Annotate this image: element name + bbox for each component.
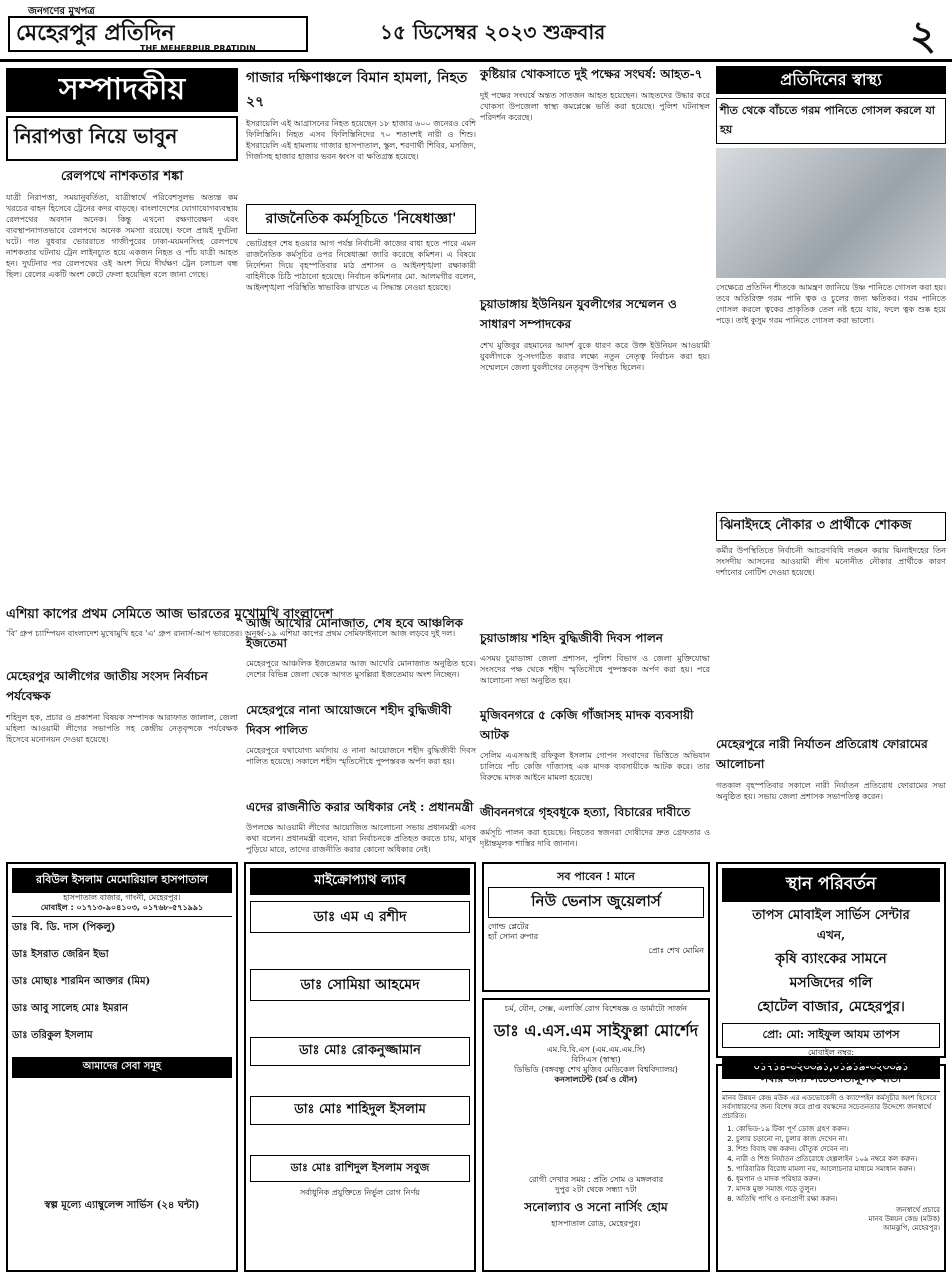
women-forum-story xyxy=(716,736,946,856)
asia-cup-body: 'বি' গ্রুপ চ্যাম্পিয়ন বাংলাদেশ মুখোমুখি হবে 'এ' গ্রুপ রানার্স-আপ ভারতের। অনূর্ধ্ব-১৯ এশিয়া কাপের প্রথম সেমিফাইনালে আজ লড়বে দুই দল। xyxy=(6,629,456,638)
masthead xyxy=(0,0,952,62)
hospital-ad xyxy=(6,862,238,1272)
awareness-footer-3: আমঝুপি, মেহেরপুর। xyxy=(883,1224,940,1232)
hospital-address: হাসপাতাল বাজার, গাংনী, মেহেরপুর। xyxy=(63,893,181,902)
relocation-location-2: মসজিদের গলি xyxy=(789,975,873,991)
relocation-mobile: ০১৭১৪-৩২৩৩৯১,০১৯১৯-৩২৩৩৯১ xyxy=(722,1058,940,1079)
health-headline: শীত থেকে বাঁচতে গরম পানিতে গোসল করলে যা হয় xyxy=(716,98,946,144)
ijtema-headline: আজ আখেরি মোনাজাত, শেষ হবে আঞ্চলিক ইজতেমা xyxy=(246,616,464,650)
politics-body: ভোটগ্রহণ শেষ হওয়ার আগ পর্যন্ত নির্বাচনী কাজের বাধা হতে পারে এমন রাজনৈতিক কর্মসূচির ওপর নিষেধাজ্ঞা জারি করেছে কমিশন। এ বিষয়ে নির্দেশনা দিয়ে বৃহস্পতিবার মাঠ প্রশাসন ও আইনশৃঙ্খলা রক্ষাকারী বাহিনীকে চিঠি পাঠানো হয়েছে। নির্বাচন কমিশনার মো. আলমগীর বলেন, আইনশৃঙ্খলা পরিস্থিতি স্বাভাবিক রাখতে এ সিদ্ধান্ত নেওয়া হয়েছে। xyxy=(246,239,476,292)
awareness-intro: মানব উন্নয়ন কেন্দ্র মউক এর এডভোকেসী ও ক্যাম্পেইন কর্মসূচীর অংশ হিসেবে সর্বসাধারণের জন্য বিশেষ করে প্রাপ্ত বয়স্কদের সচেতনতার উদ্দেশ্যে জনস্বার্থে প্রচারিত। xyxy=(722,1094,937,1120)
hospital-phone: মোবাইল : ০১৭১৩-৯০৪১০৩, ০১৭৬৮-৫৭১৯৯১ xyxy=(40,903,204,912)
chuadanga-youth-body: শেখ মুজিবুর রহমানের আদর্শ বুকে ধারণ করে উক্ত ইউনিয়ন আওয়ামী যুবলীগকে সু-সংগঠিত করার লক্ষ্যে নতুন নেতৃত্ব নির্বাচন করা হয়। সম্মেলনে জেলা যুবলীগের নেতৃবৃন্দ উপস্থিত ছিলেন। xyxy=(480,341,710,372)
hospital-doctor-4: ডাঃ আবু সালেহ মোঃ ইমরান xyxy=(12,1003,128,1014)
awareness-list xyxy=(736,1124,940,1204)
relocation-now: এখন, xyxy=(816,928,846,942)
hospital-name: রবিউল ইসলাম মেমোরিয়াল হাসপাতাল xyxy=(12,868,232,893)
masthead-subtitle: THE MEHERPUR PRATIDIN xyxy=(140,44,256,53)
jewellers-name: নিউ ভেনাস জুয়েলার্স xyxy=(488,887,704,918)
relocation-location-3: হোটেল বাজার, মেহেরপুর। xyxy=(757,999,905,1015)
hospital-ambulance: স্বল্প মূল্যে এ্যাম্বুলেন্স সার্ভিস (২৪ ঘন্টা) xyxy=(44,1200,200,1211)
derm-visit-time-2: দুপুর ২টা থেকে সন্ধ্যা ৭টা xyxy=(555,1185,637,1194)
masthead-tagline: জনগণের মুখপত্র xyxy=(28,6,95,17)
lab-footer: সর্বাধুনিক প্রযুক্তিতে নির্ভুল রোগ নির্ণয় xyxy=(299,1188,421,1197)
news-column-3 xyxy=(480,66,710,626)
women-forum-body: গতকাল বৃহস্পতিবার সকালে নারী নির্যাতন প্রতিরোধ ফোরামের সভা অনুষ্ঠিত হয়। সভায় জেলা প্রশাসক সভাপতিত্ব করেন। xyxy=(716,781,946,801)
derm-consultant: কনসালটেন্ট (চর্ম ও যৌন) xyxy=(554,1075,638,1084)
lab-doctor-4: ডাঃ মোঃ শাহিদুল ইসলাম xyxy=(250,1096,470,1125)
derm-visit-time: রোগী দেখার সময় : প্রতি সোম ও মঙ্গলবার xyxy=(528,1175,664,1184)
chuadanga-martyrs-headline: চুয়াডাঙ্গায় শহিদ বুদ্ধিজীবী দিবস পালন xyxy=(480,631,663,645)
pm-body: উপলক্ষে আওয়ামী লীগের আয়োজিত আলোচনা সভায় প্রধানমন্ত্রী এসব কথা বলেন। প্রধানমন্ত্রী বলেন, যারা নির্বাচনকে প্রতিহত করতে চায়, মানুষ পুড়িয়ে মারে, তাদের রাজনীতি করার কোনো অধিকার নেই। xyxy=(246,823,476,854)
dermatologist-ad xyxy=(482,998,710,1272)
awareness-item: 3. শিশু বিবাহ বন্ধ করুন। যৌতুক দেবেন না। xyxy=(736,1144,940,1154)
awareness-footer-2: মানব উন্নয়ন কেন্দ্র (মউক) xyxy=(868,1215,940,1223)
lab-doctor-5: ডাঃ মোঃ রাশিদুল ইসলাম সবুজ xyxy=(250,1155,470,1182)
lab-name: মাইক্রোপ্যাথ ল্যাব xyxy=(250,868,470,895)
news-column-3-lower xyxy=(480,630,710,855)
editorial-body: যাত্রী নিরাপত্তা, সময়ানুবর্তিতা, যাত্রীস্বার্থে পরিবেশসুলভ অত্যন্ত কম খরচের বাহন হিসেবে ট্রেনের কদর বাড়ছে। বাংলাদেশের যোগাযোগব্যবস্থায় রেলপথের অবদান অনেক। কিন্তু এখনো রক্ষণাবেক্ষণ এবং ব্যবস্থাপনাগতভাবে রেলপথে অনেক সমস্যা রয়েছে। ফলে প্রায়ই দুর্ঘটনা ঘটে। গত বুধবার ভোররাতে গাজীপুরের ঢাকা-ময়মনসিংহ রেলপথে নাশকতার ঘটনায় ট্রেন লাইনচ্যুত হয়ে একজন নিহত ও পাঁচ যাত্রী আহত হন। দুর্ঘটনার পর রেলপথের ওই অংশ দিয়ে দীর্ঘক্ষণ ট্রেন চলাচল বন্ধ ছিল। রেলের একটি অংশ কেটে ফেলা হয়েছিল বলে জানা গেছে। xyxy=(6,193,238,279)
jhenaidah-headline: ঝিনাইদহে নৌকার ৩ প্রার্থীকে শোকজ xyxy=(716,512,946,541)
awareness-item: 7. মাদক মুক্ত সমাজ গড়ে তুলুন। xyxy=(736,1184,940,1194)
awareness-item: 2. চুলার চড়ানো না, চুলার কাজ দেখেন না। xyxy=(736,1134,940,1144)
newspaper-logo: মেহেরপুর প্রতিদিন xyxy=(8,16,308,52)
derm-name: ডাঃ এ.এস.এম সাইফুল্লা মোর্শেদ xyxy=(493,1021,699,1040)
awareness-item: 5. পারিবারিক বিরোধ মামলা নয়, আলোচনার মাধ্যমে সমাধান করুন। xyxy=(736,1164,940,1174)
jhenaidah-story xyxy=(716,512,946,732)
gaza-headline: গাজার দক্ষিণাঞ্চলে বিমান হামলা, নিহত ২৭ xyxy=(246,70,468,110)
awareness-item: 6. ধূমপান ও মাদক পরিহার করুন। xyxy=(736,1174,940,1184)
derm-degree: এম.বি.বি.এস (এম.এম.এম.সি) xyxy=(546,1045,646,1054)
hospital-doctor-1: ডাঃ বি. ডি. দাস (পিকলু) xyxy=(12,922,116,933)
health-banner: প্রতিদিনের স্বাস্থ্য xyxy=(716,66,946,94)
jewellers-ad xyxy=(482,862,710,992)
hospital-doctor-2: ডাঃ ইসরাত জেরিন ইভা xyxy=(12,949,109,960)
health-section xyxy=(716,66,946,506)
awareness-item: 4. নারী ও শিশু নির্যাতন প্রতিরোধে হেল্পলাইন ১০৯ নম্বরে কল করুন। xyxy=(736,1154,940,1164)
relocation-mobile-label: মোবাইল নম্বর: xyxy=(807,1048,855,1057)
women-forum-headline: মেহেরপুরে নারী নির্যাতন প্রতিরোধ ফোরামের আলোচনা xyxy=(716,737,928,771)
jhenaidah-body: কর্মীর উপস্থিতিতে নির্বাচনী আচরণবিধি লঙ্ঘন করায় ঝিনাইদহের তিন সংসদীয় আসনের আওয়ামী লীগ মনোনীত নৌকার প্রার্থীকে কারণ দর্শানোর নোটিশ দেওয়া হয়েছে। xyxy=(716,546,946,577)
awareness-footer-1: জনস্বার্থে প্রচারে xyxy=(896,1206,940,1214)
news-column-2-lower xyxy=(246,615,476,855)
health-body: সেক্ষেত্রে প্রতিদিন শীতকে আমন্ত্রণ জানিয়ে উষ্ণ পানিতে গোসল করা হয়। তবে অতিরিক্ত গরম পানি ত্বক ও চুলের জন্য ক্ষতিকর। গরম পানিতে গোসল করলে ত্বকের প্রাকৃতিক তেল নষ্ট হয়ে যায়, ফলে ত্বক শুষ্ক হয়ে পড়ে। তাই কুসুম গরম পানিতে গোসল করা ভালো। xyxy=(716,283,946,325)
kushtia-body: দুই পক্ষের সংঘর্ষে অন্তত সাতজন আহত হয়েছেন। আহতদের উদ্ধার করে খোকসা উপজেলা স্বাস্থ্য কমপ্লেক্সে ভর্তি করা হয়েছে। পুলিশ ঘটনাস্থল পরিদর্শন করেছে। xyxy=(480,91,710,122)
relocation-proprietor: প্রো: মো: সাইফুল আযম তাপস xyxy=(722,1023,940,1048)
chuadanga-martyrs-body: এসময় চুয়াডাঙ্গা জেলা প্রশাসন, পুলিশ বিভাগ ও জেলা মুক্তিযোদ্ধা সংসদের পক্ষ থেকে শহীদ স্মৃতিসৌধে পুষ্পস্তবক অর্পণ করা হয়। পরে আলোচনা সভা অনুষ্ঠিত হয়। xyxy=(480,654,710,685)
politics-headline: রাজনৈতিক কর্মসূচিতে 'নিষেধাজ্ঞা' xyxy=(246,204,476,234)
mujibnagar-body: সেলিম এএসআই রফিকুল ইসলাম গোপন সংবাদের ভিত্তিতে অভিযান চালিয়ে পাঁচ কেজি গাঁজাসহ এক মাদক ব্যবসায়ীকে আটক করে। তার বিরুদ্ধে মাদক আইনে মামলা হয়েছে। xyxy=(480,751,710,782)
derm-specialty: চর্ম, যৌন, সেক্স, এলার্জি রোগ বিশেষজ্ঞ ও ডার্মাটো সার্জন xyxy=(504,1004,688,1013)
awami-observer-story xyxy=(6,668,238,858)
jewellers-line-2: হ্যাঁ সোনা রুপার xyxy=(488,932,539,941)
shower-photo xyxy=(716,148,946,278)
awareness-title: সবার জন্য সচেতনতামূলক বার্তা xyxy=(722,1070,940,1092)
jewellers-line-1: গোল্ড প্লেটের xyxy=(488,922,529,931)
editorial-headline: নিরাপত্তা নিয়ে ভাবুন xyxy=(6,116,238,161)
awami-observer-body: শহিদুল হক, প্রচার ও প্রকাশনা বিষয়ক সম্পাদক আরাফাত জালাল, জেলা মহিলা আওয়ামী লীগের সভাপতি সহ কেন্দ্রীয় নেতৃবৃন্দকে পর্যবেক্ষক হিসেবে মনোনয়ন দেওয়া হয়েছে। xyxy=(6,713,238,744)
editorial-column xyxy=(6,68,238,598)
news-column-2 xyxy=(246,66,476,611)
jibonnagar-headline: জীবননগরে গৃহবধূকে হত্যা, বিচারের দাবীতে xyxy=(480,805,691,819)
lab-doctor-2: ডাঃ সোমিয়া আহমেদ xyxy=(250,969,470,1001)
derm-bcs: বিসিএস (স্বাস্থ্য) xyxy=(571,1055,621,1064)
gaza-body: ইসরায়েলি এই আগ্রাসনের নিহত হয়েছেন ১৮ হাজার ৬০০ জনেরও বেশি ফিলিস্তিনি। নিহত এসব ফিলিস্তিনিদের ৭০ শতাংশই নারী ও শিশু। ইসরায়েলি এই হামলায় গাজার হাসপাতাল, স্কুল, শরণার্থী শিবির, মসজিদ, গির্জাসহ হাজার হাজার ভবন ধ্বংস বা ক্ষতিগ্রস্ত হয়েছে। xyxy=(246,119,476,161)
derm-clinic-address: হাসপাতাল রোড, মেহেরপুর। xyxy=(551,1219,641,1228)
mujibnagar-headline: মুজিবনগরে ৫ কেজি গাঁজাসহ মাদক ব্যবসায়ী আটক xyxy=(480,708,694,742)
jibonnagar-body: কর্মসূচি পালন করা হয়েছে। নিহতের স্বজনরা দোষীদের দ্রুত গ্রেফতার ও দৃষ্টান্তমূলক শাস্তির দাবি জানান। xyxy=(480,828,710,848)
asia-cup-headline: এশিয়া কাপের প্রথম সেমিতে আজ ভারতের মুখোমুখি বাংলাদেশ xyxy=(6,607,334,622)
lab-doctor-3: ডাঃ মোঃ রোকনুজ্জামান xyxy=(250,1037,470,1066)
relocation-ad xyxy=(716,862,946,1073)
jewellers-owner: প্রোঃ শেখ মোমিন xyxy=(648,946,704,955)
kushtia-headline: কুষ্টিয়ার খোকসাতে দুই পক্ষের সংঘর্ষ: আহত-৭ xyxy=(480,67,703,81)
editorial-banner: সম্পাদকীয় xyxy=(6,68,238,112)
martyrs-headline: মেহেরপুরে নানা আয়োজনে শহীদ বুদ্ধিজীবী দিবস পালিত xyxy=(246,703,452,737)
relocation-location-1: কৃষি ব্যাংকের সামনে xyxy=(775,951,887,967)
microlab-ad xyxy=(244,862,476,1272)
pm-headline: এদের রাজনীতি করার অধিকার নেই : প্রধানমন্ত্রী xyxy=(246,800,474,814)
derm-clinic: সনোল্যাব ও সনো নার্সিং হোম xyxy=(524,1200,668,1214)
lab-doctor-1: ডাঃ এম এ রশীদ xyxy=(250,901,470,933)
awami-observer-headline: মেহেরপুর আলীগের জাতীয় সংসদ নির্বাচন পর্যবেক্ষক xyxy=(6,669,208,703)
editorial-subhead: রেলপথে নাশকতার শঙ্কা xyxy=(60,169,184,184)
hospital-doctor-3: ডাঃ মোছাঃ শারমিন আক্তার (মিম) xyxy=(12,976,151,987)
hospital-services-title: আমাদের সেবা সমূহ xyxy=(12,1057,232,1078)
jewellers-slogan: সব পাবেন ! মানে xyxy=(557,870,635,883)
hospital-doctor-5: ডাঃ তরিকুল ইসলাম xyxy=(12,1030,93,1041)
awareness-box xyxy=(716,1064,946,1272)
date-line: ১৫ ডিসেম্বর ২০২৩ শুক্রবার xyxy=(380,20,606,44)
martyrs-body: মেহেরপুরে যথাযোগ্য মর্যাদায় ও নানা আয়োজনে শহীদ বুদ্ধিজীবী দিবস পালিত হয়েছে। সকালে শহীদ স্মৃতিসৌধে পুষ্পস্তবক অর্পণ করা হয়। xyxy=(246,746,476,766)
chuadanga-youth-headline: চুয়াডাঙ্গায় ইউনিয়ন যুবলীগের সম্মেলন ও সাধারণ সম্পাদকের xyxy=(480,297,677,331)
relocation-shop: তাপস মোবাইল সার্ভিস সেন্টার xyxy=(752,908,910,923)
derm-university: ডিভিডি (বঙ্গবন্ধু শেখ মুজিব মেডিকেল বিশ্ববিদ্যালয়) xyxy=(514,1065,678,1074)
ijtema-body: মেহেরপুরে আঞ্চলিক ইজতেমার আজ আখেরি মোনাজাত অনুষ্ঠিত হবে। দেশের বিভিন্ন জেলা থেকে আগত মুসল্লিরা ইজতেমায় অংশ নিচ্ছেন। xyxy=(246,659,476,679)
awareness-item: 1. কোভিড-১৯ টিকা পূর্ণ ডোজ গ্রহণ করুন। xyxy=(736,1124,940,1134)
relocation-title: স্থান পরিবর্তন xyxy=(722,868,940,902)
awareness-item: 8. অতিথি পাখি ও বন্যপ্রাণী রক্ষা করুন। xyxy=(736,1194,940,1204)
page-number: ২ xyxy=(909,13,936,59)
